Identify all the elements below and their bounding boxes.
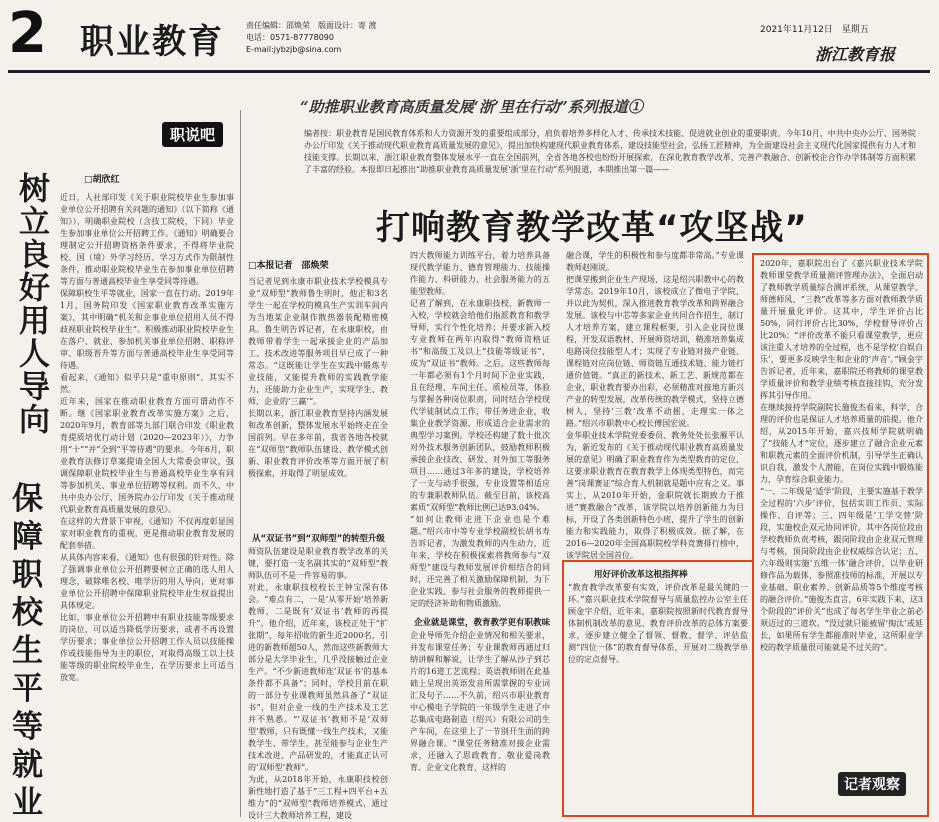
email-line: E-mail:jybzjb@sina.com xyxy=(246,45,342,54)
editor-note: 编者按：职业教育是国民教育体系和人力资源开发的重要组成部分，肩负着培养多样化人才、传承技术技能、促进就业创业的重要职责。今年10月，中共中央办公厅、国务院办公厅印发《关于推动现代职业教育高质量发展的意见》，提出加快构建现代职业教育体系，建设技能型社会，弘扬工匠精神，为全面建设社会主义现代化国家提供有力人才和技能支撑。长期以来，浙江职业教育整体发展水平一直在全国前列，全省各地各校也纷纷开展探索，在深化教育教学改革、完善产教融合、创新校企合作办学体制等方面积累了丰富的经验。本报即日起推出“助推职业教育高质量发展‘浙’里在行动”系列报道，本期推出第一篇—— xyxy=(304,129,916,174)
paper-logo: 浙江教育报 xyxy=(815,45,896,64)
article-col1-text: 当记者见到永康市职业技术学校模具专业“双师型”教师鲁生明时，他正和3名学生一起在学校的模具生产实训车间内为当地某企业制作散热器装配精密模具。鲁生明告诉记者，在永康职校，由教师带着学生一起承接企业的产品加工、技术改进等服务项目早已成了一种常态。“这既能让学生在实践中锻炼专业技能，又能提升教师的实践教学能力，还能助力企业生产，实现学生、教师、企业的‘三赢’”。 长期以来，浙江职业教育坚持内涵发展和改革创新，整体发展水平始终走在全国前列。早在多年前，我省各地各校就在“双师型”教师队伍建设、教学模式创新、职业教育评价改革等方面开展了积极探索，并取得了明显成效。 xyxy=(248,277,388,478)
issue-date: 2021年11月12日 星期五 xyxy=(760,25,869,35)
phone-line: 电话：0571-87778090 xyxy=(246,33,334,42)
subhead-1: 从“双证书”到“双师型”的转型升级 xyxy=(252,534,385,544)
article-col4-text: 2020年，嘉职院出台了《嘉兴职业技术学院教师课堂教学质量测评管理办法》，全面启动了教师教学质量综合测评系统，从课堂教学、师德师风、“三教”改革等多方面对教师教学质量开展量化评价。这其中，学生评价占比50%，同行评价占比30%，学校督导评价占比20%；“评价改革不能只看课堂教学，更应该注重人才培养的全过程，也不是学校‘自娱自乐’，要更多反映学生和企业的‘声音’。”顾金宇告诉记者，近年来，嘉职院还将教师的课堂教学质量评价和教学业绩考核直接挂钩，充分发挥其引导作用。 在继续接持学院副院长施俊杰看来，科学、合理的评价也是保证人才培养质量的前提。他介绍，从2015年开始，嘉兴技师学院就明确了“技能人才”定位，逐步建立了融合企业元素和职教元素的全面评价机制，引导学生正确认识自我，激发个人潜能，在岗位实践中锻炼能力，孕育综合职业能力。 “一、二年级是‘适学’阶段，主要实施基于教学全过程的‘六步’评价，包括实训工作页、实际操作、自评等；三、四年级是‘工学交替’阶段，实施校企双元协同评价，其中各岗位段由学校教师负责考核，跟岗阶段由企业双元管理与考核，顶岗阶段由企业权威综合认定；五、六年级则实施‘五维一体’融合评价，以毕业研修作品为载体，参照准技师的标准，开展以专业基础、职业素养、创新品质等5个维度考核的融合评价。”施俊杰直言，6年实践下来，这3个阶段的“评价关”也成了每名学生毕业之前必须迈过的三道坎。“没过就只能被留‘掏汰’或延长，如果所有学生都能准时毕业，这所职业学校的教学质量很可能就是不过关的”。 xyxy=(760,259,923,652)
article-col3-text: 融合课，学生的积极性和参与度都非常高。”专业课教师赵刚说。 把课堂搬到企业生产现场，这是绍兴职教中心的教学常态。2019年10月，该校成立了微电子学院，并以此为契机，深入推进教育教学改革和跨界融合发展。该校与中芯等多家企业共同合作招生，制订人才培养方案，建立课程框架，引入企业岗位课程，开发双语教材、开展师资培训，精准培养集成电路岗位技能型人才；实现了专业链对接产业链、课程链对应岗位链、师资链互通技术链、能力链打通价值链。“真正的新技术、新工艺、新规范都在企业，职业教育要办出彩，必须精准对接地方新兴产业的转型发展，改革传统的教学模式，坚持立德树人，坚持‘三教’改革不动摇，走理实一体之路。”绍兴市职教中心校长傅国宏说。 金华职业技术学院党委委员、教务处处长张雁平认为，新近发布的《关于推动现代职业教育高质量发展的意见》明确了职业教育作为类型教育的定位，这要求职业教育在教育教学上体现类型特色，而完善“岗课赛证”综合育人机制就是题中应有之义。事实上，从2010年开始，金职院就长期致力于推进“赛教融合”改革，该学院以培养创新能力为目标，开设了各类创新特色小班，提升了学生的创新能力和实践能力，取得了积极成效。据了解，在2016—2020年全国高职院校学科竞赛排行榜中，该学院居全国首位。 xyxy=(566,251,744,560)
article-col3-text2: “教育教学改革要有实效，评价改革是最关键的一环。”嘉兴职业技术学院督导与质量监控办公室主任顾金宇介绍，近年来，嘉职院按照新时代教育督导体制机制改革的意见、教育评价改革的总体方案要求，逐步建立健全了督领、督教、督学、评估监测“四位一体”的教育督导体系，开展对二级教学单位的定点督导。 xyxy=(568,583,748,664)
editor-info xyxy=(246,20,377,56)
column-title-1: 树立良好用人导向 xyxy=(13,172,49,436)
header-rule xyxy=(8,70,930,73)
column-author: □胡欣红 xyxy=(84,175,120,185)
reporter-observe-badge: 记者观察 xyxy=(838,772,906,796)
byline: □本报记者 邵焕荣 xyxy=(248,261,329,271)
column-tag: 职说吧 xyxy=(162,122,223,147)
editor-line: 责任编辑：邵焕荣 版面设计：寄 渡 xyxy=(246,21,377,30)
page-number: 2 xyxy=(8,1,47,66)
series-title: “助推职业教育高质量发展‘浙’里在行动”系列报道① xyxy=(300,98,643,116)
column-title-2: 保障职校生平等就业 xyxy=(12,481,45,821)
article-col2-text2: 企业导师先介绍企业情况和相关要求，并发布课堂任务；专业课教师再通过归纳讲解和解说，让学生了解从沙子到芯片的16道工艺流程；英语教师则在此基础上呈现出英语发音所需掌握的专业词汇及句子……不久前，绍兴市职业教育中心模电子学院的一年级学生走进了中芯集成电路制造（绍兴）有限公司的生产车间，在这里上了一节别开生面的跨界融合课。“课堂任务精准对接企业需求，还融入了思政教育、敬业爱岗教育、企业文化教育，这样的 xyxy=(410,631,550,772)
column-body: 近日，人社部印发《关于职业院校毕业生参加事业单位公开招聘有关问题的通知》（以下简称《通知》），明确职业院校（含技工院校，下同）毕业生参加事业单位公开招聘工作。《通知》明确要合理制定公开招聘资格条件要求，不得将毕业院校、国（境）外学习经历、学习方式作为限制性条件，推动职业院校毕业生在参加事业单位招聘等方面与普通高校毕业生享受同等待遇。 保障职校生平等就业，国家一直在行动。2019年1月，国务院印发《国家职业教育改革实施方案》，其中明确“机关和企事业单位招用人员不得歧视职业院校毕业生”。积极推动职业院校毕业生在落户、就业、参加机关事业单位招聘、职称评审、职级晋升等方面与普通高校毕业生享受同等待遇。 看起来，《通知》似乎只是“重申原则”，其实不然。 近年来，国家在推动职业教育方面可谓动作不断。继《国家职业教育改革实施方案》之后，2020年9月，教育部等九部门联合印发《职业教育提质培优行动计划（2020—2023年）》，力争用“十”“并”全到“平等待遇”的要求。今年6月，职业教育法修订草案提请全国人大常委会审议，强调保障职业院校毕业生与普通高校毕业生享有同等参加机关、事业单位招聘等权利。而不久，中共中央办公厅、国务院办公厅印发《关于推动现代职业教育高质量发展的意见》。 在这样的大背景下审视，《通知》不仅再度彰显国家对职业教育的重视，更是推动职业教育发展的配套举措。 从具体内容来看，《通知》也有很强的针对性。除了强调事业单位公开招聘要树立正确的选人用人理念，破除唯名校、唯学历的用人导向，更对事业单位公开招聘中保障职业院校毕业生权益提出具体规定。 比如，事业单位公开招聘中有职业技能等级要求的岗位，可以适当降低学历要求，或者不再设置学历要求；事业单位公开招聘工作人员以技能操作或技能指导为主的职位，对取得高级工以上技能等级的职业院校毕业生，在学历要求上可适当放宽。 xyxy=(60,193,234,682)
section-title: 职业教育 xyxy=(80,22,224,62)
article-col2-text: 四大教师能力训练平台，着力培养具备现代教学能力、德育管理能力、技能操作能力、科研能力、社会服务能力的五能型教师。 记者了解到，在永康职技校，新教师一入校，学校就会给他们指派教育和教学导师，实行个性化培养；并要求新入校专业教师在两年内取得“教师资格证书”和高级工及以上“技能等级证书”，成为“双证书”教师。之后，这些教师每一年都必须有1个月时间下企业实践，且在经理、车间主任、质检员等，体验与掌握各种岗位职责，同时结合学校现代学徒制试点工作，带任务进企业，收集企业教学资源，形成适合企业需求的典型学习案例。学校还构建了数十批次对外技术服务创新团队，鼓励教师积极承接企业技改、研发、对外加工等服务项目……通过3年多的建设，学校培养了一支与动手很强，专业设置等相适应的专兼职教师队伍。截至目前，该校高素质“双师型”教师比例已达93.04%。 “如何让教师走进下企业也是个难题。”绍兴市中等专业学校副校长胡书寿告诉记者，为激发教师的内生动力，近年来，学校在积极探索将教师参与“双师型”建设与教师发展评价相结合的同时，还完善了相关激励保障机制，为下企业实践、参与社会服务的教师提供一定的经济补助和物质激励。 xyxy=(410,251,550,608)
subhead-2: 企业就是课堂，教育教学更有职教味 xyxy=(414,618,551,628)
headline: 打响教育教学改革“攻坚战” xyxy=(376,208,808,248)
column-divider xyxy=(240,110,241,817)
subhead-3: 用好评价改革这根指挥棒 xyxy=(594,570,688,580)
article-col1-text2: 师资队伍建设是职业教育教学改革的关键，要打造一支名副其实的“双师型”教师队伍可不是一件容易的事。 对此，永康职技校校长王钟宝深有体会。“难点有二，一是‘从零开始’培养新教师，二是既有‘双证书’教师的再提升”。他介绍，近年来，该校正处于“扩张期”，每年招收的新生近2000名，引进的新教师超50人，然而这些新教师大部分是大学毕业生，几乎没接触过企业生产。“不少新进教师连‘双证书’的基本条件都不具备”；同时，学校目前在职的一部分专业课教师虽然具备了“双证书”，但对企业一线的生产技术及工艺并不熟悉。“‘双证书’教师不是‘双师型’教师，只有既懂一线生产技术，又能教学生、带学生，甚至能参与企业生产技术改进、产品研发的，才能真正认可的‘双师型’教师”。 为此，从2018年开始，永康职技校创新性地打造了基于“三工程+四平台+五维力”的“双师型”教师培养模式，通过设计三大教师培养工程，建设 xyxy=(248,547,388,820)
